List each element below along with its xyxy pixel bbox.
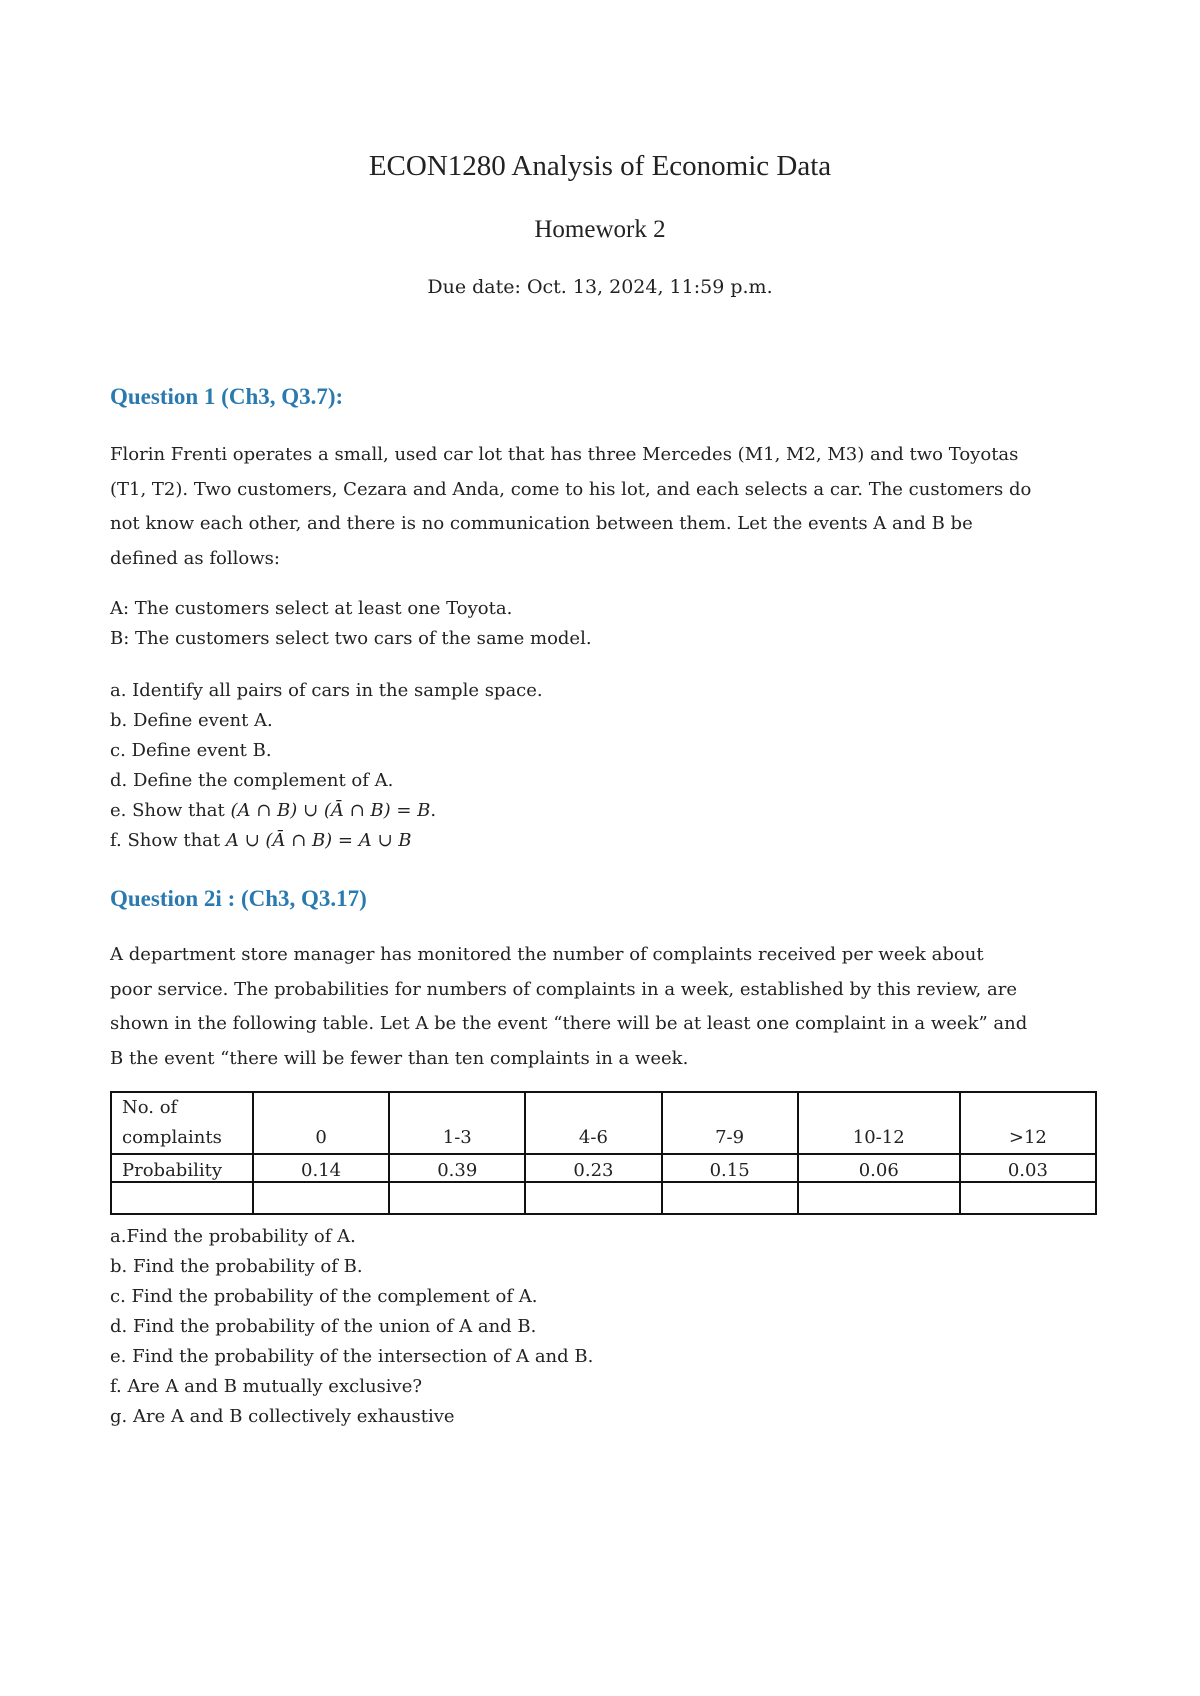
category-cell: 0 — [253, 1092, 389, 1154]
category-cell: >12 — [960, 1092, 1096, 1154]
question-2-intro — [110, 938, 1100, 1076]
table-header-row — [111, 1092, 1096, 1154]
part-g: g. Are A and B collectively exhaustive — [110, 1406, 455, 1427]
intro-line: (T1, T2). Two customers, Cezara and Anda, come to his lot, and each selects a car. The customers do — [110, 478, 1032, 500]
intro-line: B the event “there will be fewer than ten complaints in a week. — [110, 1047, 689, 1069]
empty-cell — [662, 1182, 798, 1214]
part-e: e. Find the probability of the intersection of A and B. — [110, 1346, 594, 1367]
event-b: B: The customers select two cars of the same model. — [110, 628, 592, 649]
question-1-heading: Question 1 (Ch3, Q3.7): — [110, 384, 344, 409]
category-cell: 10-12 — [798, 1092, 960, 1154]
part-e-prefix: e. Show that — [110, 800, 231, 821]
part-d: d. Define the complement of A. — [110, 770, 394, 791]
category-cell: 4-6 — [525, 1092, 661, 1154]
event-definitions — [110, 594, 1100, 654]
header-label-cell — [111, 1092, 253, 1154]
part-f: f. Are A and B mutually exclusive? — [110, 1376, 423, 1397]
probability-cell: 0.03 — [960, 1154, 1096, 1182]
part-c: c. Find the probability of the complement of A. — [110, 1286, 538, 1307]
event-a: A: The customers select at least one Toyota. — [110, 598, 513, 619]
question-1-intro — [110, 438, 1100, 576]
part-c: c. Define event B. — [110, 740, 272, 761]
part-b: b. Find the probability of B. — [110, 1256, 363, 1277]
part-a: a.Find the probability of A. — [110, 1226, 356, 1247]
intro-line: shown in the following table. Let A be the event “there will be at least one complaint in a week” and — [110, 1013, 1028, 1034]
intro-line: defined as follows: — [110, 547, 280, 569]
complaints-probability-table — [110, 1091, 1097, 1215]
empty-cell — [389, 1182, 525, 1214]
category-cell: 7-9 — [662, 1092, 798, 1154]
assignment-title: Homework 2 — [534, 216, 666, 243]
empty-cell — [111, 1182, 253, 1214]
part-f-formula: A ∪ (Ā ∩ B) = A ∪ B — [225, 830, 412, 851]
part-a: a. Identify all pairs of cars in the sample space. — [110, 680, 543, 701]
intro-line: A department store manager has monitored the number of complaints received per week about — [110, 944, 984, 965]
probability-cell: 0.23 — [525, 1154, 661, 1182]
empty-cell — [525, 1182, 661, 1214]
probability-cell: 0.39 — [389, 1154, 525, 1182]
table-row — [111, 1154, 1096, 1182]
part-b: b. Define event A. — [110, 710, 273, 731]
question-2-parts — [110, 1222, 1100, 1432]
probability-cell: 0.15 — [662, 1154, 798, 1182]
part-e-formula: (A ∩ B) ∪ (Ā ∩ B) = B — [230, 800, 431, 821]
category-cell: 1-3 — [389, 1092, 525, 1154]
empty-cell — [960, 1182, 1096, 1214]
row-label-cell: Probability — [111, 1154, 253, 1182]
header-label-line2: complaints — [122, 1127, 222, 1148]
table-empty-row — [111, 1182, 1096, 1214]
empty-cell — [253, 1182, 389, 1214]
intro-line: not know each other, and there is no communication between them. Let the events A and B be — [110, 513, 973, 534]
part-e — [110, 796, 1100, 826]
question-2-heading: Question 2i : (Ch3, Q3.17) — [110, 886, 367, 911]
empty-cell — [798, 1182, 960, 1214]
header-label-line1: No. of — [122, 1097, 178, 1118]
part-e-suffix: . — [430, 800, 437, 821]
due-date: Due date: Oct. 13, 2024, 11:59 p.m. — [427, 276, 773, 298]
question-1-parts — [110, 676, 1100, 856]
part-f-prefix: f. Show that — [110, 830, 226, 851]
intro-line: poor service. The probabilities for numbers of complaints in a week, established by this review, are — [110, 978, 1017, 1000]
part-d: d. Find the probability of the union of A and B. — [110, 1316, 537, 1337]
part-f — [110, 826, 1100, 856]
course-title: ECON1280 Analysis of Economic Data — [368, 150, 832, 182]
probability-cell: 0.14 — [253, 1154, 389, 1182]
probability-cell: 0.06 — [798, 1154, 960, 1182]
intro-line: Florin Frenti operates a small, used car lot that has three Mercedes (M1, M2, M3) and two Toyotas — [110, 444, 1019, 465]
